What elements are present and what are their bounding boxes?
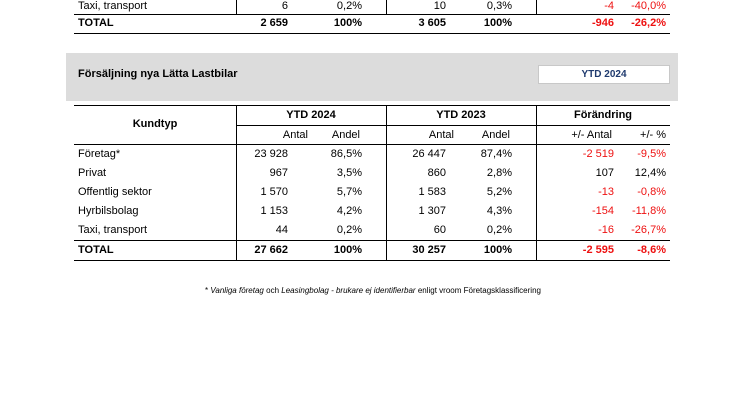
divider	[236, 105, 237, 260]
row-label: Offentlig sektor	[78, 186, 152, 198]
diff-pct: -26,2%	[631, 17, 666, 29]
andel-2024: 86,5%	[330, 148, 362, 160]
table-row	[74, 202, 670, 221]
header-antal-2023: Antal	[428, 129, 454, 141]
header-antal-2024: Antal	[282, 129, 308, 141]
andel-2024: 4,2%	[336, 205, 362, 217]
row-label: Taxi, transport	[78, 0, 148, 12]
diff-antal: -4	[604, 0, 614, 12]
diff-antal: -13	[598, 186, 614, 198]
table-row	[74, 183, 670, 202]
footnote-term-1: Vanliga företag	[210, 286, 264, 295]
andel-2023: 2,8%	[486, 167, 512, 179]
divider	[74, 14, 670, 15]
row-label: Privat	[78, 167, 107, 179]
andel-2024: 100%	[333, 17, 362, 29]
diff-pct: -8,6%	[637, 244, 666, 256]
diff-pct: -0,8%	[637, 186, 666, 198]
andel-2024: 0,2%	[336, 224, 362, 236]
antal-2024: 2 659	[260, 17, 288, 29]
divider	[536, 0, 537, 14]
row-label: Hyrbilsbolag	[78, 205, 139, 217]
antal-2024: 967	[269, 167, 288, 179]
antal-2024: 6	[281, 0, 288, 12]
diff-pct: -9,5%	[637, 148, 666, 160]
header-diff-antal: +/- Antal	[571, 129, 612, 141]
antal-2023: 10	[433, 0, 446, 12]
antal-2024: 44	[275, 224, 288, 236]
divider	[74, 260, 670, 261]
header-kundtyp: Kundtyp	[132, 118, 178, 130]
divider	[74, 33, 670, 34]
divider	[236, 125, 670, 126]
header-andel-2023: Andel	[481, 129, 510, 141]
andel-2023: 0,3%	[486, 0, 512, 12]
row-label: TOTAL	[78, 17, 114, 29]
diff-pct: -11,8%	[631, 205, 666, 217]
andel-2024: 3,5%	[336, 167, 362, 179]
diff-antal: 107	[595, 167, 614, 179]
divider	[236, 0, 237, 14]
andel-2023: 4,3%	[486, 205, 512, 217]
divider	[536, 105, 537, 260]
andel-2024: 5,7%	[336, 186, 362, 198]
antal-2023: 860	[427, 167, 446, 179]
diff-antal: -2 595	[582, 244, 614, 256]
antal-2024: 1 153	[260, 205, 288, 217]
footnote-star: *	[205, 286, 209, 295]
diff-antal: -946	[591, 17, 614, 29]
andel-2023: 100%	[483, 244, 512, 256]
footnote-rest: enligt vroom Företagsklassificering	[417, 286, 541, 295]
andel-2023: 0,2%	[486, 224, 512, 236]
row-label: Företag*	[78, 148, 121, 160]
header-change: Förändring	[573, 109, 633, 121]
diff-pct: 12,4%	[634, 167, 666, 179]
antal-2023: 3 605	[418, 17, 446, 29]
footnote-conj: och	[266, 286, 280, 295]
antal-2024: 23 928	[254, 148, 288, 160]
antal-2023: 26 447	[412, 148, 446, 160]
row-label: TOTAL	[78, 244, 114, 256]
total-row	[74, 14, 670, 33]
divider	[386, 105, 387, 260]
andel-2023: 87,4%	[480, 148, 512, 160]
row-label: Taxi, transport	[78, 224, 148, 236]
footnote	[0, 286, 746, 295]
andel-2023: 100%	[483, 17, 512, 29]
total-row	[74, 241, 670, 260]
andel-2024: 100%	[333, 244, 362, 256]
antal-2023: 30 257	[412, 244, 446, 256]
header-ytd-2024: YTD 2024	[286, 109, 336, 121]
section-title: Försäljning nya Lätta Lastbilar	[78, 68, 238, 80]
diff-antal: -154	[591, 205, 614, 217]
antal-2023: 60	[433, 224, 446, 236]
andel-2023: 5,2%	[486, 186, 512, 198]
diff-pct: -40,0%	[631, 0, 666, 12]
divider	[386, 0, 387, 14]
table-row	[74, 221, 670, 240]
header-diff-pct: +/- %	[640, 129, 666, 141]
divider	[74, 105, 670, 106]
table-row	[74, 145, 670, 164]
antal-2024: 1 570	[260, 186, 288, 198]
header-ytd-2023: YTD 2023	[436, 109, 486, 121]
antal-2023: 1 307	[418, 205, 446, 217]
footnote-term-2: Leasingbolag - brukare ej identifierbar	[281, 286, 416, 295]
antal-2024: 27 662	[254, 244, 288, 256]
header-andel-2024: Andel	[331, 129, 360, 141]
diff-pct: -26,7%	[631, 224, 666, 236]
diff-antal: -16	[598, 224, 614, 236]
diff-antal: -2 519	[582, 148, 614, 160]
table-row	[74, 164, 670, 183]
period-box: YTD 2024	[538, 65, 670, 84]
antal-2023: 1 583	[418, 186, 446, 198]
andel-2024: 0,2%	[336, 0, 362, 12]
